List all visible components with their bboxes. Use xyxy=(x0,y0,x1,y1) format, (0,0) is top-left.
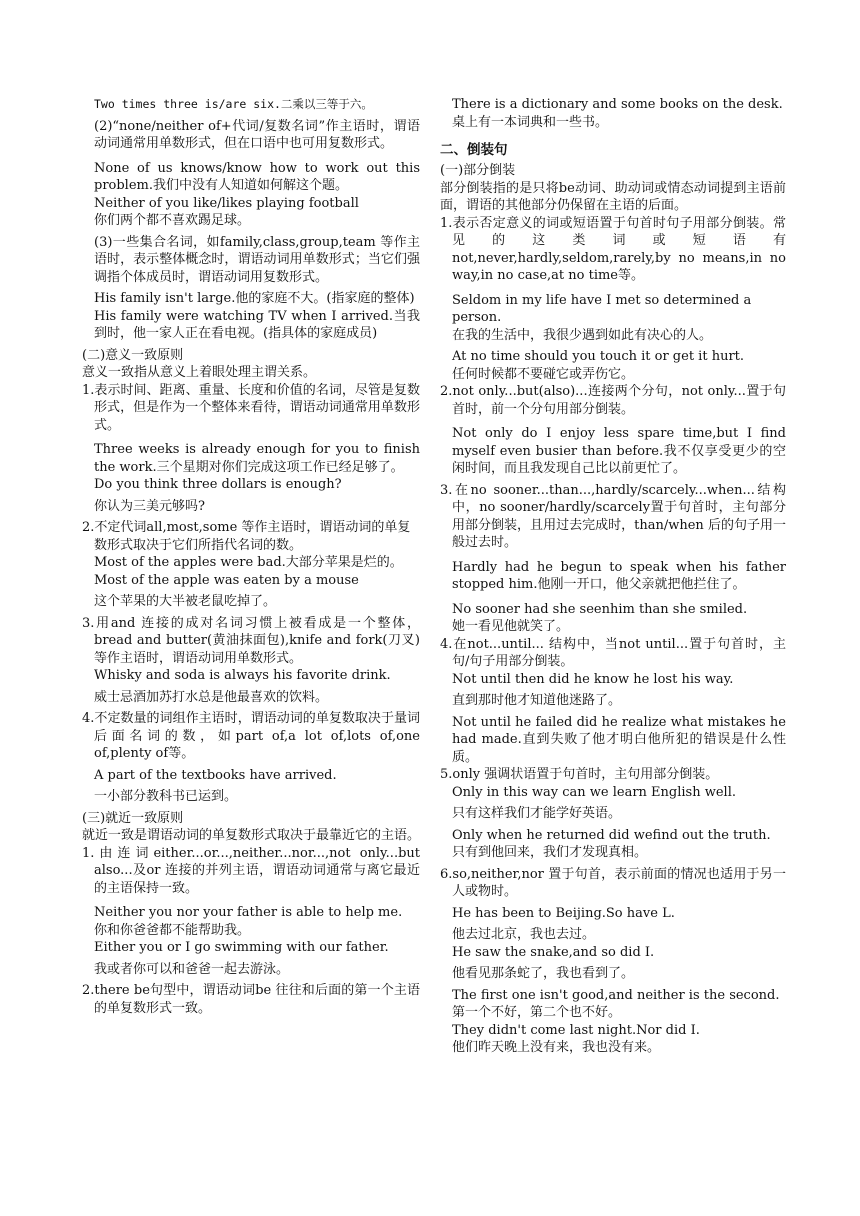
text-line: 5.only 强调状语置于句首时，主句用部分倒装。 xyxy=(440,767,719,782)
text-line: 1.表示时间、距离、重量、长度和价值的名词，尽管是复数形式，但是作为一个整体来看待，谓语动词通常用单数形式。 xyxy=(82,382,420,433)
text-line: He has been to Beijing.So have L. xyxy=(452,905,675,921)
text-line: 威士忌酒加苏打水总是他最喜欢的饮料。 xyxy=(94,689,329,705)
text-line: No sooner had she seenhim than she smiled. xyxy=(452,601,748,617)
text-line: His family isn't large.他的家庭不大。(指家庭的整体) xyxy=(94,291,415,306)
text-line: They didn't come last night.Nor did I. xyxy=(452,1022,700,1038)
text-line: His family were watching TV when I arrived.当我到时，他一家人正在看电视。(指具体的家庭成员) xyxy=(94,308,420,341)
text-line: 只有到他回来，我们才发现真相。 xyxy=(452,845,648,860)
text-line: A part of the textbooks have arrived. xyxy=(94,767,337,783)
text-line: Whisky and soda is always his favorite drink. xyxy=(94,668,391,683)
text-line: 3.在no sooner...than...,hardly/scarcely...when...结构中，no sooner/hardly/scarcely置于句首时，主句部分用部分倒装，且用过去完成时，than/when 后的句子用一般过去时。 xyxy=(440,482,786,550)
text-line: Neither of you like/likes playing football xyxy=(94,195,359,211)
text-line: 2.不定代词all,most,some 等作主语时，谓语动词的单复数形式取决于它们所指代名词的数。 xyxy=(82,520,411,553)
text-line: 在我的生活中，我很少遇到如此有决心的人。 xyxy=(452,327,713,343)
text-line: 直到那时他才知道他迷路了。 xyxy=(452,693,622,708)
text-line: 部分倒装指的是只将be动词、助动词或情态动词提到主语前面，谓语的其他部分仍保留在主语的后面。 xyxy=(440,180,786,213)
text-line: Only in this way can we learn English well. xyxy=(452,784,736,800)
text-line: Neither you nor your father is able to help me. xyxy=(94,905,403,920)
text-line: Two times three is/are six.二乘以三等于六。 xyxy=(94,97,373,111)
section-heading: 二、倒装句 xyxy=(440,142,508,158)
text-line: 桌上有一本词典和一些书。 xyxy=(452,114,609,130)
text-line: 1.由连词either...or...,neither...nor...,not only...but also...及or 连接的并列主语，谓语动词通常与离它最近的主语保持一致。 xyxy=(82,845,420,896)
text-line: There is a dictionary and some books on the desk. xyxy=(452,97,783,112)
text-line: (一)部分倒装 xyxy=(440,163,516,178)
text-line: Most of the apples were bad.大部分苹果是烂的。 xyxy=(94,555,403,570)
text-line: Either you or I go swimming with our father. xyxy=(94,940,389,955)
text-line: Not until he failed did he realize what mistakes he had made.直到失败了他才明白他所犯的错误是什么性质。 xyxy=(452,714,786,765)
text-line: Seldom in my life have I met so determined a person. xyxy=(452,292,752,325)
text-line: 他看见那条蛇了，我也看到了。 xyxy=(452,966,635,981)
text-line: 2.there be句型中，谓语动词be 往往和后面的第一个主语的单复数形式一致。 xyxy=(82,983,420,1016)
text-line: 她一看见他就笑了。 xyxy=(452,619,570,634)
text-line: 我或者你可以和爸爸一起去游泳。 xyxy=(94,961,290,977)
text-line: Only when he returned did wefind out the truth. xyxy=(452,827,771,843)
text-line: 4.不定数量的词组作主语时，谓语动词的单复数取决于量词后面名词的数，如part of,a lot of,lots of,one of,plenty of等。 xyxy=(82,711,420,761)
text-line: Not only do I enjoy less spare time,but I find myself even busier than before.我不仅享受更少的空闲时间，而且我发现自己比以前更忙了。 xyxy=(452,426,786,476)
text-line: (三)就近一致原则 xyxy=(82,810,184,826)
text-line: He saw the snake,and so did I. xyxy=(452,944,655,960)
text-line: Hardly had he begun to speak when his father stopped him.他刚一开口，他父亲就把他拦住了。 xyxy=(452,559,786,592)
text-line: The first one isn't good,and neither is the second. xyxy=(452,987,780,1003)
text-line: 他们昨天晚上没有来，我也没有来。 xyxy=(452,1040,661,1055)
text-line: 1.表示否定意义的词或短语置于句首时句子用部分倒装。常见的这类词或短语有 not,never,hardly,seldom,rarely,by no means,in no way,in no case,at no time等。 xyxy=(440,215,786,283)
text-line: 这个苹果的大半被老鼠吃掉了。 xyxy=(94,594,277,609)
text-line: 你们两个都不喜欢踢足球。 xyxy=(94,213,251,228)
text-line: 你和你爸爸都不能帮助我。 xyxy=(94,922,251,938)
text-line: Most of the apple was eaten by a mouse xyxy=(94,572,359,588)
text-line: At no time should you touch it or get it hurt. xyxy=(452,349,745,364)
text-line: 2.not only...but(also)...连接两个分句，not only...置于句首时，前一个分句用部分倒装。 xyxy=(440,384,786,417)
text-line: Three weeks is already enough for you to finish the work.三个星期对你们完成这项工作已经足够了。 xyxy=(94,442,420,475)
text-line: 就近一致是谓语动词的单复数形式取决于最靠近它的主语。 xyxy=(82,828,421,843)
text-line: 一小部分教科书已运到。 xyxy=(94,789,238,804)
text-line: (二)意义一致原则 xyxy=(82,347,184,363)
text-line: Do you think three dollars is enough? xyxy=(94,477,342,492)
text-line: None of us knows/know how to work out this problem.我们中没有人知道如何解这个题。 xyxy=(94,160,420,193)
text-line: (3)一些集合名词，如family,class,group,team 等作主语时，表示整体概念时，谓语动词用单数形式；当它们强调指个体成员时，谓语动词用复数形式。 xyxy=(94,234,420,285)
text-line: 第一个不好，第二个也不好。 xyxy=(452,1005,622,1020)
text-line: Not until then did he know he lost his way. xyxy=(452,671,734,687)
left-column xyxy=(82,96,420,1017)
text-line: 3.用and 连接的成对名词习惯上被看成是一个整体，bread and butter(黄油抹面包),knife and fork(刀叉)等作主语时，谓语动词用单数形式。 xyxy=(82,615,420,666)
text-line: 任何时候都不要碰它或弄伤它。 xyxy=(452,366,635,382)
text-line: 意义一致指从意义上着眼处理主谓关系。 xyxy=(82,365,317,380)
right-column xyxy=(440,96,786,1057)
text-line: 只有这样我们才能学好英语。 xyxy=(452,806,622,821)
text-line: 6.so,neither,nor 置于句首，表示前面的情况也适用于另一人或物时。 xyxy=(440,866,786,899)
text-line: 你认为三美元够吗? xyxy=(94,498,205,514)
text-line: 4.在not...until... 结构中，当not until...置于句首时，主句/句子用部分倒装。 xyxy=(440,636,786,669)
text-line: 他去过北京，我也去过。 xyxy=(452,927,596,942)
text-line: (2)“none/neither of+代词/复数名词”作主语时，谓语动词通常用单数形式，但在口语中也可用复数形式。 xyxy=(94,118,420,151)
